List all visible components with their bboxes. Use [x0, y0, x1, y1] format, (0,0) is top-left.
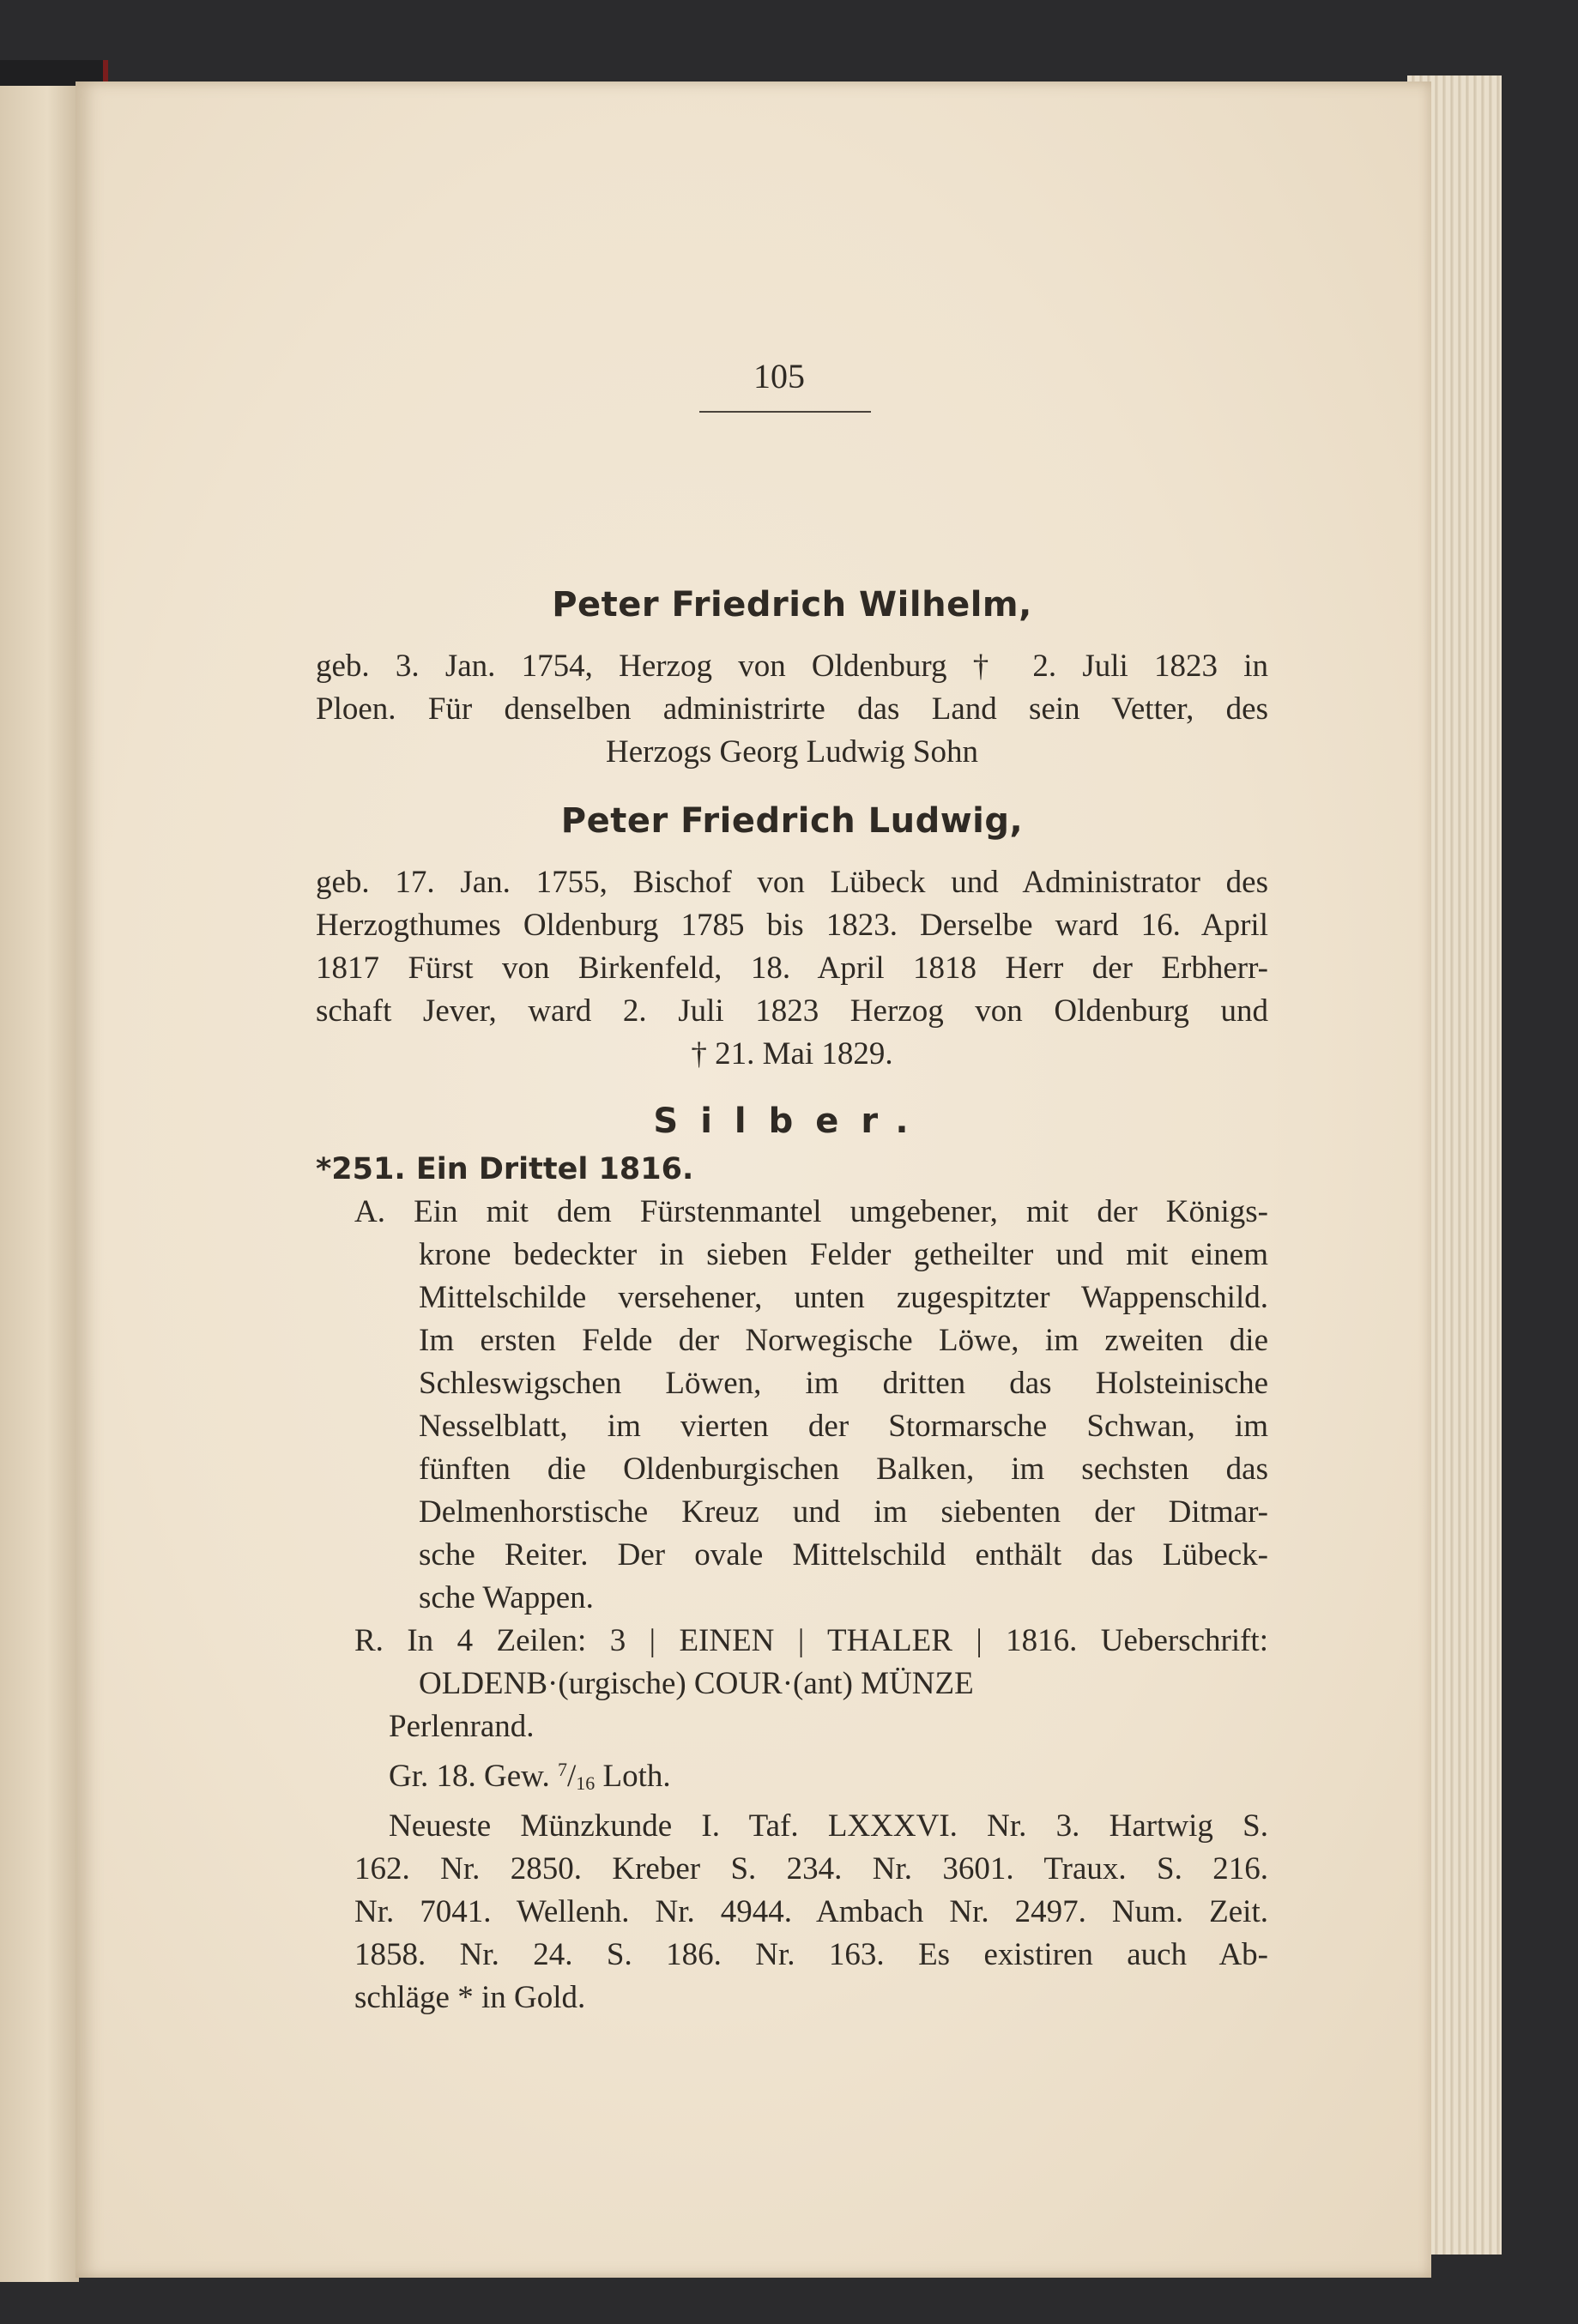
text-line: Herzogthumes Oldenburg 1785 bis 1823. Derselbe ward 16. April: [316, 908, 1268, 943]
entry-title: *251. Ein Drittel 1816.: [316, 1152, 694, 1186]
obverse-line: Nesselblatt, im vierten der Stormarsche Schwan, im: [419, 1409, 1268, 1444]
section-title-silber: Silber.: [653, 1102, 931, 1141]
weight-prefix: Gr. 18. Gew.: [389, 1759, 550, 1794]
text-line: geb. 17. Jan. 1755, Bischof von Lübeck und Administrator des: [316, 865, 1268, 900]
obverse-line: fünften die Oldenburgischen Balken, im sechsten das: [419, 1452, 1268, 1487]
reference-line: 162. Nr. 2850. Kreber S. 234. Nr. 3601. Traux. S. 216.: [354, 1851, 1268, 1886]
heading-peter-friedrich-wilhelm: Peter Friedrich Wilhelm,: [552, 585, 1032, 625]
weight-denominator: 16: [576, 1772, 596, 1794]
obverse-line: Mittelschilde versehener, unten zugespitzter Wappenschild.: [419, 1280, 1268, 1315]
border-line: Perlenrand.: [389, 1709, 535, 1744]
obverse-line: Im ersten Felde der Norwegische Löwe, im zweiten die: [419, 1323, 1268, 1358]
page-number: 105: [753, 357, 805, 395]
obverse-line: krone bedeckter in sieben Felder getheilter und mit einem: [419, 1237, 1268, 1272]
book-page: [76, 81, 1431, 2278]
text-line: Herzogs Georg Ludwig Sohn: [605, 734, 978, 770]
reference-line: Nr. 7041. Wellenh. Nr. 4944. Ambach Nr. 2497. Num. Zeit.: [354, 1894, 1268, 1929]
reference-line: Neueste Münzkunde I. Taf. LXXXVI. Nr. 3. Hartwig S.: [389, 1808, 1268, 1844]
weight-numerator: 7: [557, 1759, 567, 1780]
obverse-line: sche Wappen.: [419, 1580, 594, 1615]
text-line: Ploen. Für denselben administrirte das Land sein Vetter, des: [316, 691, 1268, 727]
page-content: [316, 339, 1268, 2019]
reference-line: 1858. Nr. 24. S. 186. Nr. 163. Es existiren auch Ab-: [354, 1937, 1268, 1972]
reference-line: schläge * in Gold.: [354, 1980, 586, 2015]
obverse-line: Delmenhorstische Kreuz und im siebenten der Ditmar-: [419, 1494, 1268, 1530]
weight-fraction: $^7/_{16}$: [557, 1759, 596, 1794]
reverse-line: R. In 4 Zeilen: 3 | EINEN | THALER | 1816. Ueberschrift:: [354, 1623, 1268, 1658]
obverse-line: A. Ein mit dem Fürstenmantel umgebener, mit der Königs-: [354, 1194, 1268, 1229]
text-line: 1817 Fürst von Birkenfeld, 18. April 1818 Herr der Erbherr-: [316, 951, 1268, 986]
text-line: † 21. Mai 1829.: [691, 1036, 893, 1071]
reverse-line: OLDENB·(urgische) COUR·(ant) MÜNZE: [419, 1666, 974, 1701]
obverse-line: Schleswigschen Löwen, im dritten das Holsteinische: [419, 1366, 1268, 1401]
heading-peter-friedrich-ludwig: Peter Friedrich Ludwig,: [560, 801, 1024, 841]
text-line: schaft Jever, ward 2. Juli 1823 Herzog von Oldenburg und: [316, 993, 1268, 1029]
facing-page-left: [0, 86, 79, 2282]
text-line: geb. 3. Jan. 1754, Herzog von Oldenburg † 2. Juli 1823 in: [316, 649, 1268, 684]
weight-line: [316, 1748, 1268, 1805]
weight-suffix: Loth.: [602, 1759, 671, 1794]
obverse-line: sche Reiter. Der ovale Mittelschild enthält das Lübeck-: [419, 1537, 1268, 1572]
